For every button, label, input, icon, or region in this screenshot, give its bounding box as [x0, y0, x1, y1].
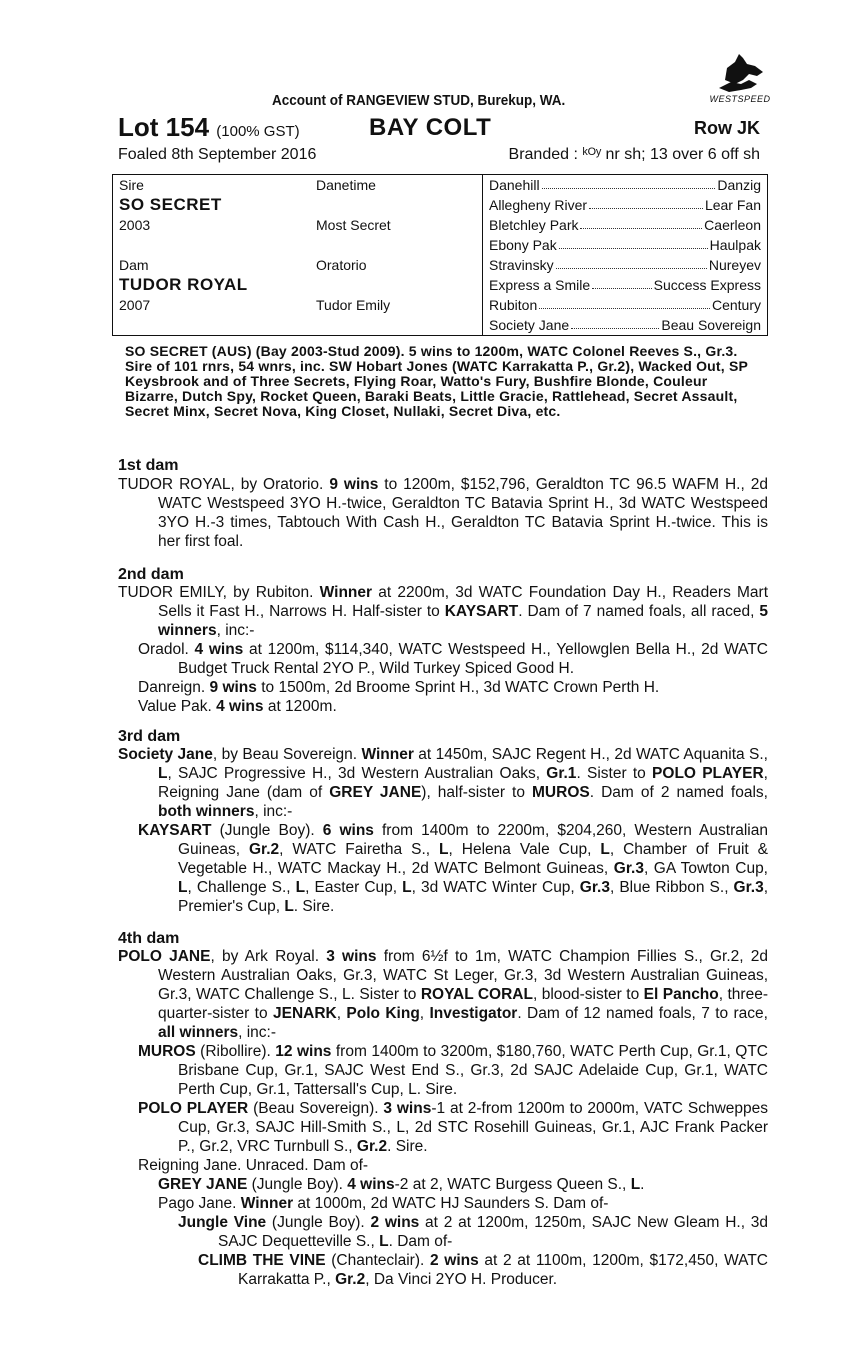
sire-label: Sire	[119, 177, 144, 193]
gg-2: Allegheny River Lear Fan	[483, 195, 768, 215]
dam-dam: Tudor Emily	[316, 297, 391, 313]
vendor-account: Account of RANGEVIEW STUD, Burekup, WA.	[272, 92, 566, 109]
dam-label: Dam	[119, 257, 149, 273]
dam-sire: Oratorio	[316, 257, 367, 273]
gg-3: Bletchley Park Caerleon	[483, 215, 768, 235]
dam-name: TUDOR ROYAL	[119, 275, 248, 294]
gg-8: Society Jane Beau Sovereign	[483, 315, 768, 336]
gg-4: Ebony Pak Haulpak	[483, 235, 768, 255]
fourth-dam-heading: 4th dam	[118, 930, 180, 947]
foaled-date: Foaled 8th September 2016	[118, 146, 317, 163]
third-dam-heading: 3rd dam	[118, 728, 181, 745]
gg-6: Express a Smile Success Express	[483, 275, 768, 295]
horse-map-icon	[705, 50, 775, 94]
stable-row: Row JK	[693, 118, 760, 138]
second-dam-heading: 2nd dam	[118, 566, 184, 583]
gst-note: (100% GST)	[216, 123, 300, 140]
gg-7: Rubiton Century	[483, 295, 768, 315]
lot-number	[118, 112, 300, 143]
sire-name: SO SECRET	[119, 195, 222, 214]
lot-label: Lot 154	[118, 112, 210, 142]
gg-5: Stravinsky Nureyev	[483, 255, 768, 275]
sire-dam: Most Secret	[316, 217, 391, 233]
first-dam-text: TUDOR ROYAL, by Oratorio. 9 wins to 1200m, $152,796, Geraldton TC 96.5 WAFM H., 2d WATC Westspeed 3YO H.-twice, Geraldton TC Batavia Sprint H., 3d WATC Westspeed 3YO H.-3 times, Tabtouch With Cash H., Geraldton TC Batavia Sprint H.-twice. This is her first foal.	[118, 476, 768, 550]
fourth-dam-text: POLO JANE, by Ark Royal. 3 wins from 6½f to 1m, WATC Champion Fillies S., Gr.2, 2d Western Australian Oaks, Gr.3, WATC St Leger, Gr.3, 3d Western Australian Guineas, Gr.3, WATC Challenge S., L. Sister to ROYAL CORAL, blood-sister to El Pancho, three-quarter-sister to JENARK, Polo King, Investigator. Dam of 12 named foals, 7 to race, all winners, inc:- MUROS (Ribollire). 12 wins from 1400m to 3200m, $180,760, WATC Perth Cup, Gr.1, QTC Brisbane Cup, Gr.1, SAJC West End S., Gr.3, 2d SAJC Adelaide Cup, Gr.1, WATC Perth Cup, Gr.1, Tattersall's Cup, L. Sire. POLO PLAYER (Beau Sovereign). 3 wins-1 at 2-from 1200m to 2000m, VATC Schweppes Cup, Gr.3, SAJC Hill-Smith S., L, 2d STC Rosehill Guineas, Gr.1, AJC Frank Packer P., Gr.2, VRC Turnbull S., Gr.2. Sire. Reigning Jane. Unraced. Dam of- GREY JANE (Jungle Boy). 4 wins-2 at 2, WATC Burgess Queen S., L. Pago Jane. Winner at 1000m, 2d WATC HJ Saunders S. Dam of- Jungle Vine (Jungle Boy). 2 wins at 2 at 1200m, 1250m, SAJC New Gleam H., 3d SAJC Dequetteville S., L. Dam of- CLIMB THE VINE (Chanteclair). 2 wins at 2 at 1100m, 1200m, $172,450, WATC Karrakatta P., Gr.2, Da Vinci 2YO H. Producer.	[118, 948, 769, 1288]
third-dam-text: Society Jane, by Beau Sovereign. Winner at 1450m, SAJC Regent H., 2d WATC Aquanita S., L, SAJC Progressive H., 3d Western Australian Oaks, Gr.1. Sister to POLO PLAYER, Reigning Jane (dam of GREY JANE), half-sister to MUROS. Dam of 2 named foals, both winners, inc:- KAYSART (Jungle Boy). 6 wins from 1400m to 2200m, $204,260, Western Australian Guineas, Gr.2, WATC Fairetha S., L, Helena Vale Cup, L, Chamber of Fruit & Vegetable H., WATC Mackay H., 2d WATC Belmont Guineas, Gr.3, GA Towton Cup, L, Challenge S., L, Easter Cup, L, 3d WATC Winter Cup, Gr.3, Blue Ribbon S., Gr.3, Premier's Cup, L. Sire.	[118, 746, 769, 915]
westspeed-logo	[705, 50, 775, 106]
gg-1: Danehill Danzig	[483, 175, 768, 196]
brand-description: Branded : ᵏᴼʸ nr sh; 13 over 6 off sh	[508, 146, 760, 163]
pedigree-table	[112, 174, 768, 336]
sire-year: 2003	[119, 217, 151, 233]
second-dam-text: TUDOR EMILY, by Rubiton. Winner at 2200m, 3d WATC Foundation Day H., Readers Mart Sells it Fast H., Narrows H. Half-sister to KAYSART. Dam of 7 named foals, all raced, 5 winners, inc:- Oradol. 4 wins at 1200m, $114,340, WATC Westspeed H., Yellowglen Bella H., 2d WATC Budget Truck Rental 2YO P., Wild Turkey Spiced Good H. Danreign. 9 wins to 1500m, 2d Broome Sprint H., 3d WATC Crown Perth H. Value Pak. 4 wins at 1200m.	[118, 584, 769, 715]
first-dam-heading: 1st dam	[118, 457, 179, 474]
horse-sex-colour: BAY COLT	[369, 114, 492, 141]
sire-sire: Danetime	[316, 177, 376, 193]
dam-year: 2007	[119, 297, 151, 313]
sire-summary: SO SECRET (AUS) (Bay 2003-Stud 2009). 5 wins to 1200m, WATC Colonel Reeves S., Gr.3. Sire of 101 rnrs, 54 wnrs, inc. SW Hobart Jones (WATC Karrakatta P., Gr.2), Wacked Out, SP Keysbrook and of Three Secrets, Flying Roar, Watto's Fury, Bushfire Blonde, Couleur Bizarre, Dutch Spy, Rocket Queen, Baraki Beats, Little Gracie, Rattlehead, Secret Assault, Secret Minx, Secret Nova, King Closet, Nullaki, Secret Diva, etc.	[125, 343, 748, 419]
logo-text: WESTSPEED	[709, 94, 771, 104]
